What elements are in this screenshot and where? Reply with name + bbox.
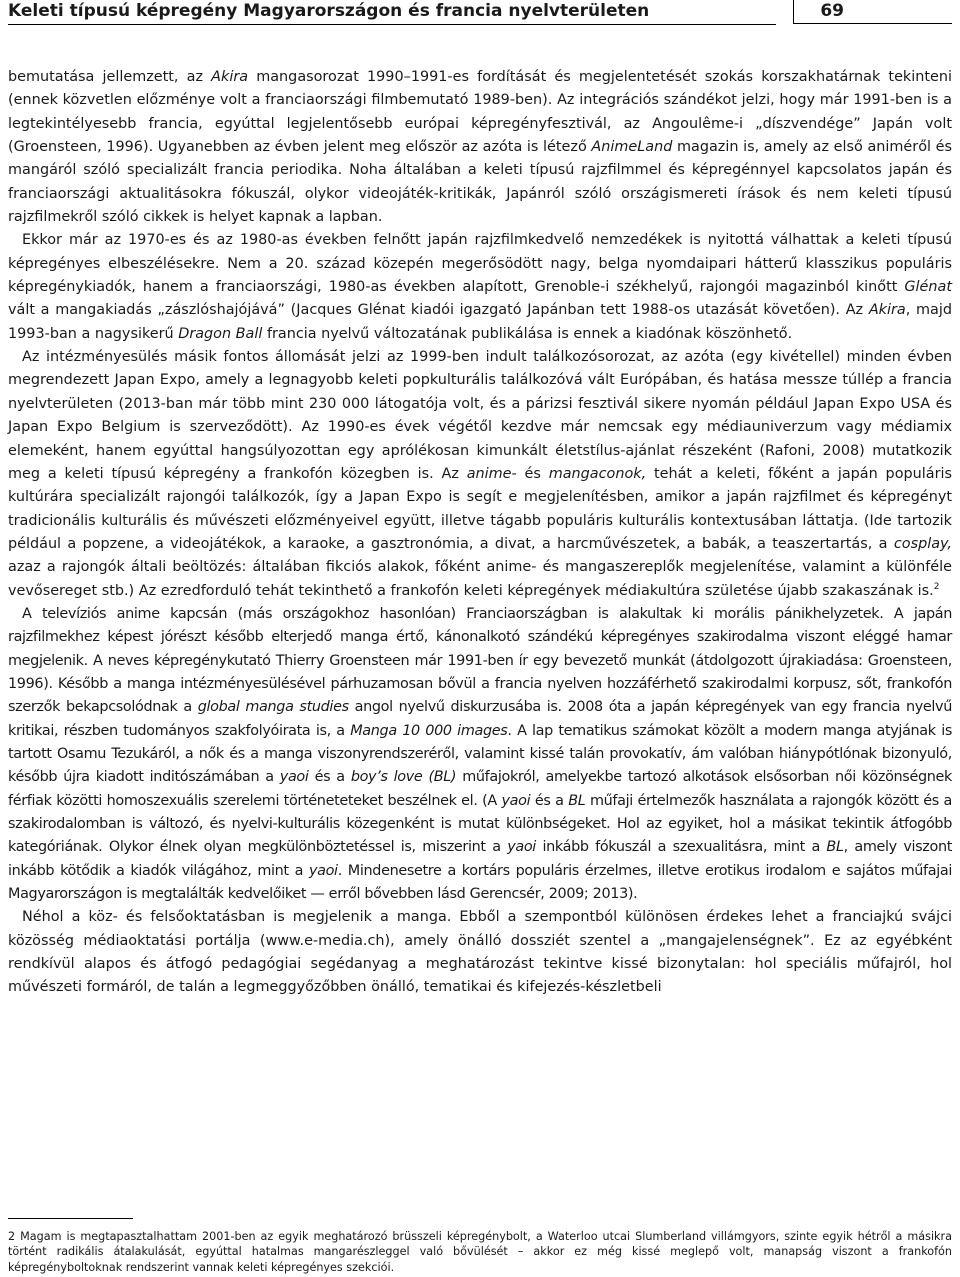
text-run: francia nyelvű változatának publikálása is ennek a kiadónak köszönhető. xyxy=(262,325,793,342)
italic-run: yaoi xyxy=(507,839,536,856)
paragraph xyxy=(8,906,952,999)
text-run: , amely viszont inkább kötődik a kiadók világához, mint a xyxy=(8,839,953,879)
text-run: és a xyxy=(308,769,351,786)
page-number-tab xyxy=(793,0,952,24)
text-run: . Mindenesetre a kortárs populáris érzelmes, illetve erotikus irodalom e sajátos műfajai Magyarországon is megtalálták kedvelőiket — erről bővebben lásd Gerencsér, 2009; 2013). xyxy=(8,862,952,903)
italic-run: yaoi xyxy=(308,862,338,879)
text-run: inkább fókuszál a szexualitásra, mint a xyxy=(535,839,827,856)
text-run: A televíziós anime kapcsán (más országokhoz hasonlóan) Franciaországban is alakultak ki morális pánikhelyzetek. A japán rajzfilmekhez képest jórészt később elterjedő manga értő, kánonalkotó szándékú képregényes szakirodalma viszont eléggé hamar megjelenik. A neves képregénykutató Thierry Groensteen már 1991-ben ír egy bevezető munkát (átdolgozott újrakiadása: Groensteen, 1996). Később a manga intézményesülésével párhuzamosan bővül a francia nyelven hozzáférhető szakirodalmi korpusz, sőt, frankofón szerzők bekapcsolódnak a xyxy=(8,605,952,716)
header-rule xyxy=(8,24,776,25)
text-run: bemutatása jellemzett, az xyxy=(8,69,212,85)
paragraph xyxy=(8,229,952,346)
paragraph xyxy=(8,346,952,603)
text-run: . A lap tematikus számokat közölt a modern manga atyjának is tartott Osamu Tezukáról, a nők és a manga viszonyrendszeréről, valamint kissé talán provokatív, ám valóban hiánypótlónak bizonyuló, később újra kiadott inditószámában a xyxy=(8,722,953,786)
italic-run: mangaconok, xyxy=(548,465,647,482)
paragraph xyxy=(8,603,952,906)
italic-run: global manga studies xyxy=(197,699,349,716)
footnote: 2 Magam is megtapasztalhattam 2001-ben az egyik meghatározó brüsszeli képregénybolt, a Waterloo utcai Slumberland villámgyors, szinte egyik hétről a másikra történt radikális átalakulását, egyúttal hatalmas mangarészleggel való bővülését – akkor ez még kissé meglepő volt, manapság viszont a frankofón képregényboltoknak rendszerint vannak keleti képregényes szekciói. xyxy=(8,1230,952,1274)
paragraph xyxy=(8,66,952,229)
text-run: tehát a keleti, főként a japán populáris kultúrára specializált rajongói találkozók, így a Japan Expo is segít e megjelenítésben, amikor a japán rajzfilmet és képregényt tradicionális kulturális és művészeti előzményeivel együtt, illetve tágabb populáris kulturális kontextusában láttatja. (Ide tartozik például a popzene, a videojátékok, a karaoke, a gasztronómia, a divat, a harcművészetek, a babák, a teaszertartás, a xyxy=(8,465,952,552)
italic-run: yaoi xyxy=(279,769,309,786)
text-run: vált a mangakiadás „zászlóshajójává” (Jacques Glénat kiadói igazgató Japánban tett 1988-os utazását követően). Az xyxy=(8,302,869,319)
italic-run: yaoi xyxy=(501,792,531,809)
text-run: műfaji értelmezők használata a rajongók között és a szakirodalomban is változó, és nyelvi-kulturális közegenként is mutat különbségeket. Hol az egyiket, hol a másikat tekintik átfogóbb kategóriának. Olykor élnek olyan megkülönböztetéssel is, miszerint a xyxy=(8,792,953,856)
text-run: és xyxy=(516,465,549,482)
text-run: mangasorozat 1990–1991-es fordítását és megjelentetését szokás korszakhatárnak tekinteni (ennek közvetlen előzménye volt a franciaországi filmbemutató 1989-ben). Az integrációs szándékot jelzi, hogy már 1991-ben is a legtekintélyesebb francia, egyúttal legjelentősebb európai képregényfesztivál, az Angoulême-i „díszvendége” Japán volt (Groensteen, 1996). Ugyanebben az évben jelent meg először az azóta is létező xyxy=(8,69,952,156)
footnote-ref: 2 xyxy=(933,581,940,592)
page-header xyxy=(8,0,952,26)
text-run: és a xyxy=(530,792,569,809)
text-run: magazin is, amely az első animéről és mangáról szóló specializált francia periodika. Noha általában a keleti típusú rajzfilmmel és képregénnyel kapcsolatos japán és franciaországi aktualitásokra fókuszál, olykor videojáték-kritikák, Japánról szóló országismereti írások és nem keleti típusú rajzfilmekről szóló cikkek is helyet kapnak a lapban. xyxy=(8,139,952,226)
italic-run: AnimeLand xyxy=(591,139,673,156)
italic-run: Glénat xyxy=(904,279,952,296)
text-run: azaz a rajongók általi beöltözés: általában fikciós alakok, főként anime- és mangaszereplők megjelenítése, valamint a különféle vevősereget stb.) Az ezredforduló tehát tekinthető a frankofón keleti képregények médiakultúra születése újabb szakaszának is. xyxy=(8,559,952,599)
italic-run: BL xyxy=(826,839,844,856)
page-number: 69 xyxy=(820,1,844,21)
italic-run: Akira xyxy=(868,302,906,319)
text-run: Az intézményesülés másik fontos állomását jelzi az 1999-ben indult találkozósorozat, az azóta (egy kivétellel) minden évben megrendezett Japan Expo, amely a legnagyobb keleti popkulturális találkozóvá vált Európában, és hatása messze túllép a francia nyelvterületen (2013-ban már több mint 230 000 látogatója volt, és a párizsi fesztivál sikere nyomán például Japan Expo USA és Japan Expo Belgium is szerveződött). Az 1990-es évek végétől kezdve már nemcsak egy médiauniverzum vagy médiamix elemeként, hanem egyúttal hangsúlyozottan egy aprólékosan kimunkált életstílus-ajánlat részeként (Rafoni, 2008) mutatkozik meg a keleti típusú képregény a frankofón közegben is. Az xyxy=(8,349,952,482)
text-run: , majd 1993-ban a nagysikerű xyxy=(8,302,953,342)
text-run: Néhol a köz- és felsőoktatásban is megjelenik a manga. Ebből a szempontból különösen érdekes lehet a franciajkú svájci közösség médiaoktatási portálja (www.e-media.ch), amely önálló dossziét szentel a „mangajelenségnek”. Ez az egyébként rendkívül alapos és átfogó pedagógiai segédanyag a meghatározást tekintve kissé bizonytalan: hol speciális műfajról, hol művészeti formáról, de talán a legmeggyőzőbben önálló, tematikai és kifejezés-készletbeli xyxy=(8,909,952,996)
footnote-rule xyxy=(8,1218,133,1219)
italic-run: Dragon Ball xyxy=(178,325,263,342)
italic-run: Akira xyxy=(211,69,249,85)
body-text xyxy=(8,66,952,1000)
italic-run: boy’s love (BL) xyxy=(350,769,457,786)
italic-run: BL xyxy=(568,792,586,809)
italic-run: Manga 10 000 images xyxy=(350,722,508,739)
italic-run: anime- xyxy=(466,465,517,482)
italic-run: cosplay, xyxy=(893,535,952,552)
text-run: Ekkor már az 1970-es és az 1980-as években felnőtt japán rajzfilmkedvelő nemzedékek is nyitottá válhattak a keleti típusú képregényes elbeszélésekre. Nem a 20. század közepén megerősödött nagy, belga nyomdaipari hátterű klasszikus populáris képregénykiadók, hanem a franciaországi, 1980-as években alapított, Grenoble-i székhelyű, rajongói magazinból kinőtt xyxy=(8,232,952,296)
text-run: angol nyelvű diskurzusába is. 2008 óta a japán képregények van egy francia nyelvű kritikai, részben tudományos szakfolyóirata is, a xyxy=(8,699,952,739)
running-title: Keleti típusú képregény Magyarországon és francia nyelvterületen xyxy=(8,1,650,21)
text-run: műfajokról, amelyekbe tartozó alkotások elsősorban női közönségnek férfiak közötti homoszexuális szerelemi történeteteket beszélnek el. (A xyxy=(8,769,952,809)
